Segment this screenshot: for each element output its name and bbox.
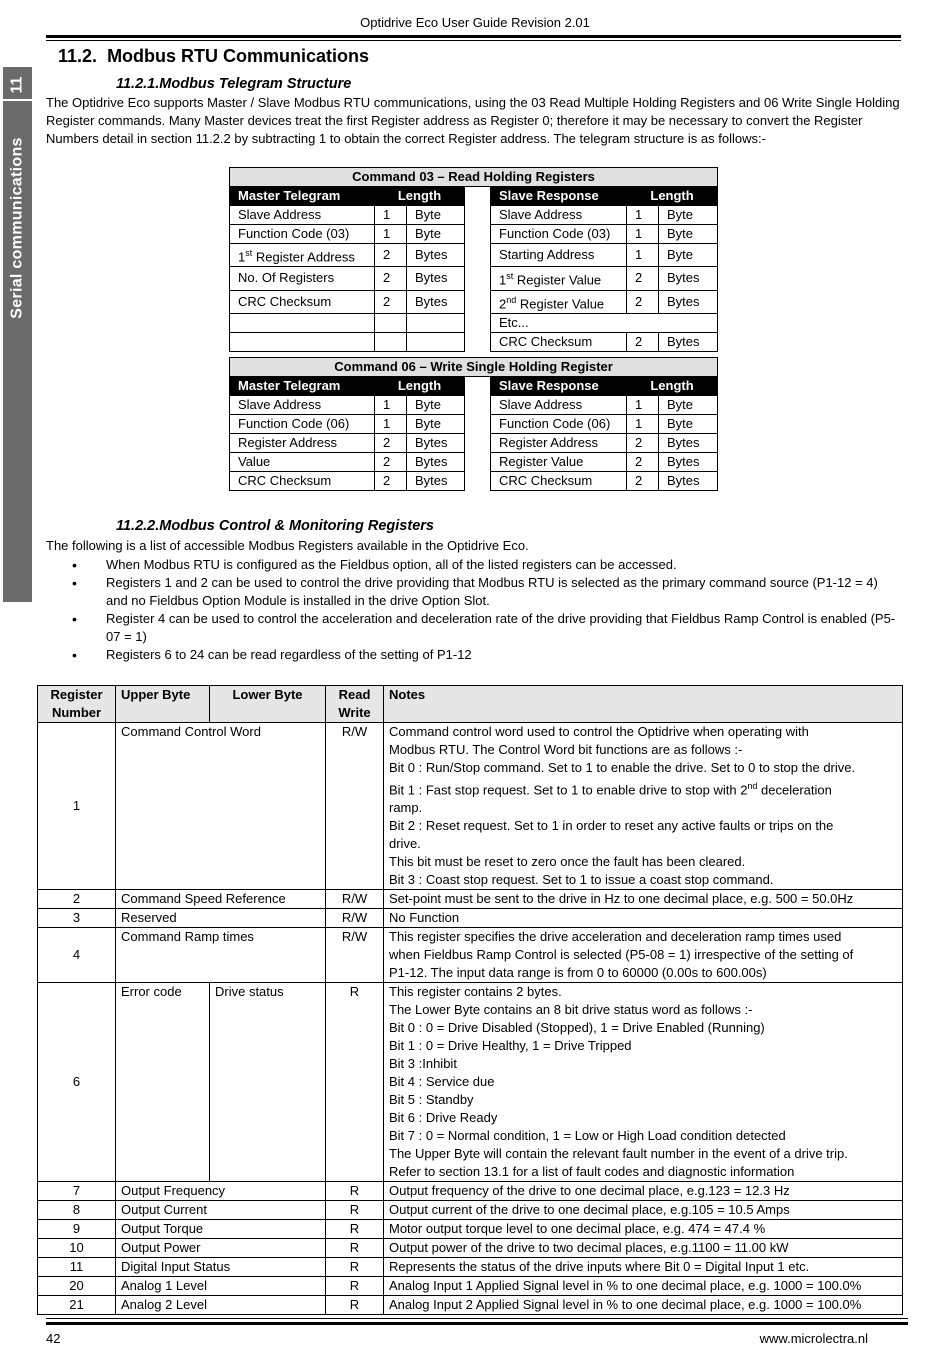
register-number: 20 <box>38 1277 116 1296</box>
table-row <box>230 225 718 244</box>
register-access: R/W <box>326 723 384 890</box>
master-length <box>375 313 407 332</box>
register-access: R <box>326 1201 384 1220</box>
table-row <box>230 313 718 332</box>
subsection-1-paragraph: The Optidrive Eco supports Master / Slave Modbus RTU communications, using the 03 Read Multiple Holding Registers and 06 Write Single Holding Register commands. Many Master devices treat the first Register address as Register 0; therefore it may be necessary to convert the Register Numbers detail in section 11.2.2 by subtracting 1 to obtain the correct Register address. The telegram structure is as follows:- <box>46 95 900 146</box>
slave-field: Slave Address <box>491 396 627 415</box>
table-row <box>38 1182 903 1201</box>
register-description: Analog 2 Level <box>116 1296 326 1315</box>
command-06-table <box>229 357 718 491</box>
master-unit <box>407 313 465 332</box>
master-unit: Bytes <box>407 434 465 453</box>
list-item: • Registers 6 to 24 can be read regardless of the setting of P1-12 <box>72 646 902 664</box>
master-unit: Byte <box>407 225 465 244</box>
column-gap <box>465 396 491 415</box>
table-row <box>230 472 718 491</box>
register-access: R <box>326 983 384 1182</box>
slave-unit: Bytes <box>659 434 718 453</box>
register-notes: Represents the status of the drive inputs where Bit 0 = Digital Input 1 etc. <box>384 1258 903 1277</box>
register-number: 9 <box>38 1220 116 1239</box>
list-item: • When Modbus RTU is configured as the Fieldbus option, all of the listed registers can be accessed. <box>72 556 902 574</box>
master-length: 2 <box>375 434 407 453</box>
master-telegram-header: Master Telegram <box>230 187 375 206</box>
slave-length: 2 <box>627 332 659 351</box>
register-notes: Analog Input 2 Applied Signal level in % to one decimal place, e.g. 1000 = 100.0% <box>384 1296 903 1315</box>
table-row <box>38 1239 903 1258</box>
table-row <box>230 332 718 351</box>
register-notes: Output current of the drive to one decimal place, e.g.105 = 10.5 Amps <box>384 1201 903 1220</box>
master-length: 2 <box>375 472 407 491</box>
page-number: 42 <box>46 1331 61 1346</box>
register-number: 2 <box>38 890 116 909</box>
column-gap <box>465 225 491 244</box>
table-row <box>38 1201 903 1220</box>
column-gap <box>465 472 491 491</box>
length-header: Length <box>375 377 465 396</box>
column-gap <box>465 332 491 351</box>
register-number: 8 <box>38 1201 116 1220</box>
register-notes: This register contains 2 bytes. The Lower Byte contains an 8 bit drive status word as follows :- Bit 0 : 0 = Drive Disabled (Stopped), 1 = Drive Enabled (Running) Bit 1 : 0 = Drive Healthy, 1 = Drive Tripped Bit 3 :Inhibit Bit 4 : Service due Bit 5 : Standby Bit 6 : Drive Ready Bit 7 : 0 = Normal condition, 1 = Low or High Load condition detected The Upper Byte will contain the relevant fault number in the event of a drive trip. Refer to section 13.1 for a list of fault codes and diagnostic information <box>384 983 903 1182</box>
slave-response-header: Slave Response <box>491 187 627 206</box>
slave-length: 1 <box>627 225 659 244</box>
register-number: 6 <box>38 983 116 1182</box>
table-row <box>230 434 718 453</box>
master-telegram-header: Master Telegram <box>230 377 375 396</box>
slave-unit: Byte <box>659 415 718 434</box>
slave-unit: Bytes <box>659 267 718 290</box>
table-caption: Command 06 – Write Single Holding Register <box>230 358 718 377</box>
master-field: Slave Address <box>230 206 375 225</box>
slave-unit: Byte <box>659 396 718 415</box>
slave-field: 1st Register Value <box>491 267 627 290</box>
master-unit: Byte <box>407 396 465 415</box>
column-gap <box>465 206 491 225</box>
master-length: 2 <box>375 244 407 267</box>
register-access: R <box>326 1258 384 1277</box>
register-notes: Set-point must be sent to the drive in Hz to one decimal place, e.g. 500 = 50.0Hz <box>384 890 903 909</box>
table-row <box>230 206 718 225</box>
register-description: Command Control Word <box>116 723 326 890</box>
register-notes: No Function <box>384 909 903 928</box>
header-notes: Notes <box>384 686 903 723</box>
slave-unit: Byte <box>659 225 718 244</box>
length-header: Length <box>375 187 465 206</box>
column-gap <box>465 267 491 290</box>
column-gap <box>465 313 491 332</box>
column-gap <box>465 244 491 267</box>
column-gap <box>465 434 491 453</box>
length-header: Length <box>627 377 718 396</box>
slave-field: Etc... <box>491 313 718 332</box>
register-description: Digital Input Status <box>116 1258 326 1277</box>
header-register-number: Register Number <box>38 686 116 723</box>
slave-field: CRC Checksum <box>491 472 627 491</box>
slave-field: Function Code (03) <box>491 225 627 244</box>
table-row <box>230 290 718 313</box>
table-row <box>38 909 903 928</box>
header-upper-byte: Upper Byte <box>116 686 210 723</box>
master-length: 2 <box>375 267 407 290</box>
register-notes: Command control word used to control the Optidrive when operating with Modbus RTU. The Control Word bit functions are as follows :- Bit 0 : Run/Stop command. Set to 1 to enable the drive. Set to 0 to stop the drive. Bit 1 : Fast stop request. Set to 1 to enable drive to stop with 2nd deceleration ramp. Bit 2 : Reset request. Set to 1 in order to reset any active faults or trips on the drive. This bit must be reset to zero once the fault has been cleared. Bit 3 : Coast stop request. Set to 1 to issue a coast stop command. <box>384 723 903 890</box>
master-length: 1 <box>375 225 407 244</box>
table-row <box>230 396 718 415</box>
footer-url: www.microlectra.nl <box>759 1331 868 1346</box>
register-upper-byte: Error code <box>116 983 210 1182</box>
register-number: 7 <box>38 1182 116 1201</box>
slave-unit: Bytes <box>659 290 718 313</box>
register-access: R <box>326 1182 384 1201</box>
master-field: Value <box>230 453 375 472</box>
header-rule <box>46 35 901 38</box>
register-access: R <box>326 1220 384 1239</box>
register-notes: Analog Input 1 Applied Signal level in % to one decimal place, e.g. 1000 = 100.0% <box>384 1277 903 1296</box>
master-length <box>375 332 407 351</box>
slave-unit: Byte <box>659 206 718 225</box>
master-field: CRC Checksum <box>230 290 375 313</box>
register-notes: Motor output torque level to one decimal place, e.g. 474 = 47.4 % <box>384 1220 903 1239</box>
register-description: Command Ramp times <box>116 928 326 983</box>
register-number: 3 <box>38 909 116 928</box>
master-unit: Bytes <box>407 453 465 472</box>
master-unit: Bytes <box>407 472 465 491</box>
master-field: No. Of Registers <box>230 267 375 290</box>
master-field: 1st Register Address <box>230 244 375 267</box>
register-number: 11 <box>38 1258 116 1277</box>
register-notes: Output frequency of the drive to one decimal place, e.g.123 = 12.3 Hz <box>384 1182 903 1201</box>
slave-length: 2 <box>627 453 659 472</box>
subsection-2-title: 11.2.2.Modbus Control & Monitoring Registers <box>116 518 434 534</box>
slave-field: Register Address <box>491 434 627 453</box>
register-number: 21 <box>38 1296 116 1315</box>
slave-unit: Bytes <box>659 332 718 351</box>
register-access: R <box>326 1239 384 1258</box>
table-row <box>230 267 718 290</box>
register-lower-byte: Drive status <box>210 983 326 1182</box>
table-row <box>38 890 903 909</box>
master-field <box>230 332 375 351</box>
slave-field: Function Code (06) <box>491 415 627 434</box>
register-description: Output Power <box>116 1239 326 1258</box>
table-caption: Command 03 – Read Holding Registers <box>230 168 718 187</box>
column-gap <box>465 453 491 472</box>
table-row <box>38 983 903 1182</box>
master-unit <box>407 332 465 351</box>
register-description: Output Torque <box>116 1220 326 1239</box>
chapter-label: Serial communications <box>8 137 26 319</box>
section-title: 11.2. Modbus RTU Communications <box>58 46 370 66</box>
master-field: Function Code (06) <box>230 415 375 434</box>
table-row <box>230 453 718 472</box>
register-number: 1 <box>38 723 116 890</box>
register-description: Output Frequency <box>116 1182 326 1201</box>
slave-field: Slave Address <box>491 206 627 225</box>
slave-length: 1 <box>627 244 659 267</box>
chapter-side-tab <box>3 67 32 602</box>
register-description: Analog 1 Level <box>116 1277 326 1296</box>
master-field: Register Address <box>230 434 375 453</box>
slave-length: 1 <box>627 415 659 434</box>
slave-response-header: Slave Response <box>491 377 627 396</box>
document-header-title: Optidrive Eco User Guide Revision 2.01 <box>360 15 590 30</box>
master-unit: Bytes <box>407 290 465 313</box>
slave-length: 2 <box>627 267 659 290</box>
table-row <box>38 1277 903 1296</box>
master-field <box>230 313 375 332</box>
master-field: Function Code (03) <box>230 225 375 244</box>
master-unit: Bytes <box>407 267 465 290</box>
master-length: 2 <box>375 290 407 313</box>
header-rule-thin <box>46 40 901 41</box>
master-length: 1 <box>375 396 407 415</box>
slave-unit: Bytes <box>659 453 718 472</box>
register-access: R/W <box>326 928 384 983</box>
slave-field: CRC Checksum <box>491 332 627 351</box>
master-length: 1 <box>375 415 407 434</box>
column-gap <box>465 290 491 313</box>
slave-unit: Byte <box>659 244 718 267</box>
slave-unit: Bytes <box>659 472 718 491</box>
subsection-1-title: 11.2.1.Modbus Telegram Structure <box>116 76 352 92</box>
slave-field: 2nd Register Value <box>491 290 627 313</box>
column-gap <box>465 377 491 396</box>
header-lower-byte: Lower Byte <box>210 686 326 723</box>
table-row <box>230 244 718 267</box>
table-row <box>38 1220 903 1239</box>
register-description: Reserved <box>116 909 326 928</box>
register-table <box>37 685 903 1315</box>
slave-field: Starting Address <box>491 244 627 267</box>
slave-length: 2 <box>627 472 659 491</box>
master-field: Slave Address <box>230 396 375 415</box>
footer-rule <box>46 1322 908 1325</box>
master-unit: Byte <box>407 415 465 434</box>
register-description: Command Speed Reference <box>116 890 326 909</box>
slave-length: 2 <box>627 434 659 453</box>
master-unit: Byte <box>407 206 465 225</box>
register-number: 4 <box>38 928 116 983</box>
register-notes: Output power of the drive to two decimal places, e.g.1100 = 11.00 kW <box>384 1239 903 1258</box>
master-length: 2 <box>375 453 407 472</box>
table-row <box>38 1296 903 1315</box>
register-number: 10 <box>38 1239 116 1258</box>
master-field: CRC Checksum <box>230 472 375 491</box>
table-row <box>38 928 903 983</box>
slave-length: 2 <box>627 290 659 313</box>
slave-length: 1 <box>627 396 659 415</box>
table-row <box>38 723 903 890</box>
register-access: R <box>326 1296 384 1315</box>
table-row <box>38 1258 903 1277</box>
list-item: • Register 4 can be used to control the acceleration and deceleration rate of the drive providing that Fieldbus Ramp Control is enabled (P5-07 = 1) <box>72 610 902 646</box>
footer-rule-thin <box>46 1318 908 1319</box>
register-access: R/W <box>326 909 384 928</box>
subsection-2-intro: The following is a list of accessible Modbus Registers available in the Optidrive Eco. <box>46 538 529 553</box>
slave-length: 1 <box>627 206 659 225</box>
table-row <box>230 415 718 434</box>
register-notes-list <box>72 556 902 664</box>
chapter-number: 11 <box>3 71 32 101</box>
list-item: • Registers 1 and 2 can be used to control the drive providing that Modbus RTU is selected as the primary command source (P1-12 = 4) and no Fieldbus Option Module is installed in the drive Option Slot. <box>72 574 902 610</box>
column-gap <box>465 187 491 206</box>
master-length: 1 <box>375 206 407 225</box>
header-read-write: Read Write <box>326 686 384 723</box>
slave-field: Register Value <box>491 453 627 472</box>
length-header: Length <box>627 187 718 206</box>
register-note-line: Bit 1 : Fast stop request. Set to 1 to enable drive to stop with 2nd deceleration <box>389 781 832 798</box>
column-gap <box>465 415 491 434</box>
register-access: R/W <box>326 890 384 909</box>
register-description: Output Current <box>116 1201 326 1220</box>
command-03-table <box>229 167 718 352</box>
register-access: R <box>326 1277 384 1296</box>
register-notes: This register specifies the drive acceleration and deceleration ramp times used when Fieldbus Ramp Control is selected (P5-08 = 1) irrespective of the setting of P1-12. The input data range is from 0 to 60000 (0.00s to 600.00s) <box>384 928 903 983</box>
register-table-header <box>38 686 903 723</box>
master-unit: Bytes <box>407 244 465 267</box>
